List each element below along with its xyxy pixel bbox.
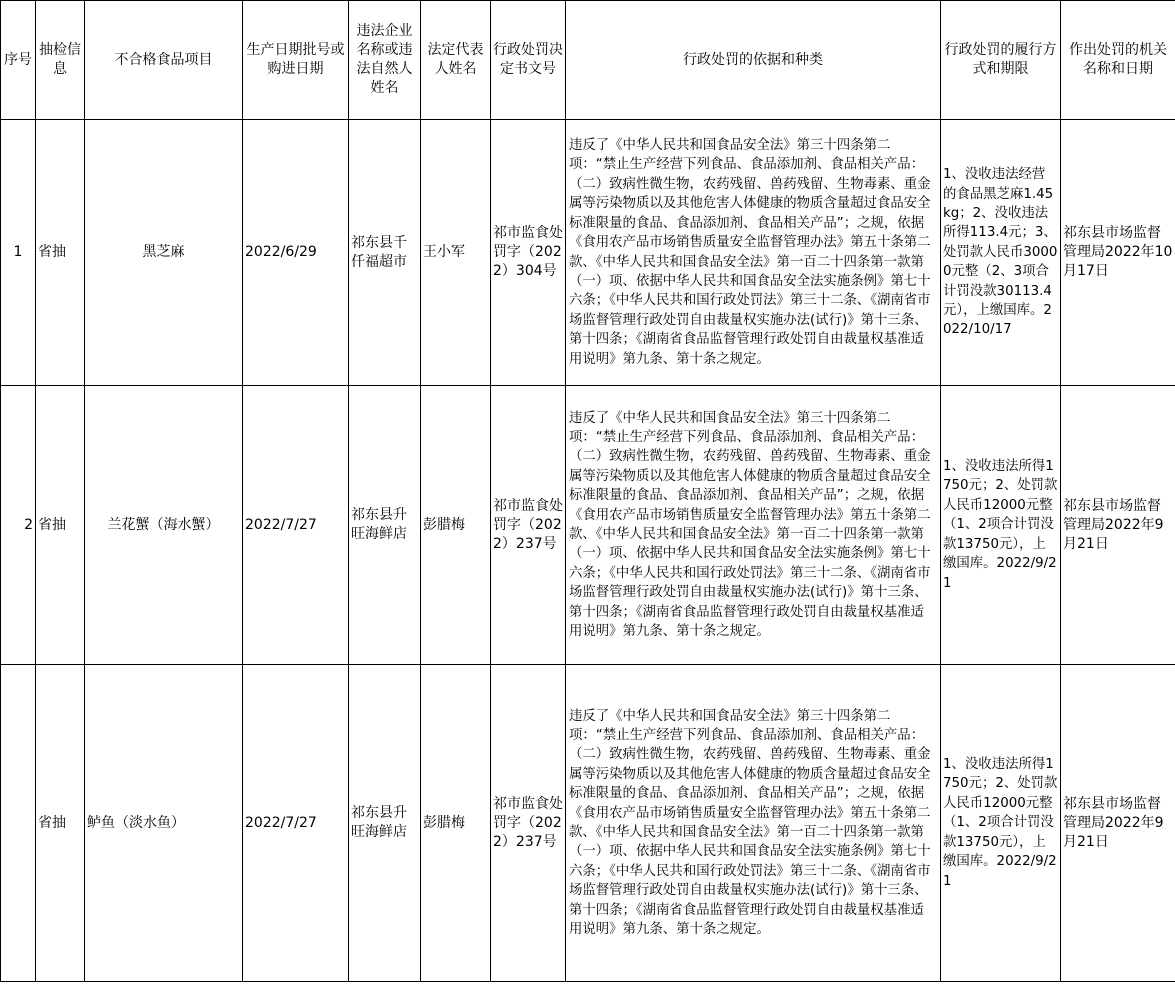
cell-item: 鲈鱼（淡水鱼）	[85, 665, 243, 982]
cell-date: 2022/7/27	[243, 386, 349, 665]
cell-authority: 祁东县市场监督管理局2022年9月21日	[1061, 665, 1175, 982]
cell-mode: 1、没收违法经营的食品黑芝麻1.45kg；2、没收违法所得113.4元；3、处罚款人民币30000元整（2、3项合计罚没款30113.4元），上缴国库。2022/10/17	[941, 120, 1061, 386]
cell-doc-no: 祁市监食处罚字（2022）237号	[491, 665, 566, 982]
cell-company: 祁东县升旺海鲜店	[349, 665, 421, 982]
table-row	[1, 386, 1175, 665]
cell-seq: 2	[1, 386, 36, 665]
cell-inspect: 省抽	[36, 386, 85, 665]
cell-seq	[1, 665, 36, 982]
cell-date: 2022/6/29	[243, 120, 349, 386]
cell-seq: 1	[1, 120, 36, 386]
header-rep: 法定代表人姓名	[421, 1, 491, 120]
cell-doc-no: 祁市监食处罚字（2022）237号	[491, 386, 566, 665]
table-row	[1, 120, 1175, 386]
cell-inspect: 省抽	[36, 120, 85, 386]
cell-rep: 王小军	[421, 120, 491, 386]
header-company: 违法企业名称或违法自然人姓名	[349, 1, 421, 120]
cell-date: 2022/7/27	[243, 665, 349, 982]
header-seq: 序号	[1, 1, 36, 120]
header-basis: 行政处罚的依据和种类	[566, 1, 941, 120]
cell-company: 祁东县千仟福超市	[349, 120, 421, 386]
cell-inspect: 省抽	[36, 665, 85, 982]
header-inspect: 抽检信息	[36, 1, 85, 120]
header-date: 生产日期批号或购进日期	[243, 1, 349, 120]
header-doc-no: 行政处罚决定书文号	[491, 1, 566, 120]
header-item: 不合格食品项目	[85, 1, 243, 120]
header-authority: 作出处罚的机关名称和日期	[1061, 1, 1175, 120]
cell-basis: 违反了《中华人民共和国食品安全法》第三十四条第二项：“禁止生产经营下列食品、食品添加剂、食品相关产品：（二）致病性微生物，农药残留、兽药残留、生物毒素、重金属等污染物质以及其他危害人体健康的物质含量超过食品安全标准限量的食品、食品添加剂、食品相关产品”；之规，依据《食用农产品市场销售质量安全监督管理办法》第五十条第二款、《中华人民共和国食品安全法》第一百二十四条第一款第（一）项、依据中华人民共和国食品安全法实施条例》第七十六条；《中华人民共和国行政处罚法》第三十二条、《湖南省市场监督管理行政处罚自由裁量权实施办法(试行)》第十三条、第十四条；《湖南省食品监督管理行政处罚自由裁量权基准适用说明》第九条、第十条之规定。	[566, 120, 941, 386]
cell-authority: 祁东县市场监督管理局2022年10月17日	[1061, 120, 1175, 386]
cell-authority: 祁东县市场监督管理局2022年9月21日	[1061, 386, 1175, 665]
table-header-row	[1, 1, 1175, 120]
cell-rep: 彭腊梅	[421, 386, 491, 665]
cell-basis: 违反了《中华人民共和国食品安全法》第三十四条第二项：“禁止生产经营下列食品、食品添加剂、食品相关产品：（二）致病性微生物，农药残留、兽药残留、生物毒素、重金属等污染物质以及其他危害人体健康的物质含量超过食品安全标准限量的食品、食品添加剂、食品相关产品”；之规，依据《食用农产品市场销售质量安全监督管理办法》第五十条第二款、《中华人民共和国食品安全法》第一百二十四条第一款第（一）项、依据中华人民共和国食品安全法实施条例》第七十六条；《中华人民共和国行政处罚法》第三十二条、《湖南省市场监督管理行政处罚自由裁量权实施办法(试行)》第十三条、第十四条；《湖南省食品监督管理行政处罚自由裁量权基准适用说明》第九条、第十条之规定。	[566, 386, 941, 665]
cell-basis: 违反了《中华人民共和国食品安全法》第三十四条第二项：“禁止生产经营下列食品、食品添加剂、食品相关产品：（二）致病性微生物，农药残留、兽药残留、生物毒素、重金属等污染物质以及其他危害人体健康的物质含量超过食品安全标准限量的食品、食品添加剂、食品相关产品”；之规，依据《食用农产品市场销售质量安全监督管理办法》第五十条第二款、《中华人民共和国食品安全法》第一百二十四条第一款第（一）项、依据中华人民共和国食品安全法实施条例》第七十六条；《中华人民共和国行政处罚法》第三十二条、《湖南省市场监督管理行政处罚自由裁量权实施办法(试行)》第十三条、第十四条；《湖南省食品监督管理行政处罚自由裁量权基准适用说明》第九条、第十条之规定。	[566, 665, 941, 982]
cell-rep: 彭腊梅	[421, 665, 491, 982]
cell-item: 黑芝麻	[85, 120, 243, 386]
table-row	[1, 665, 1175, 982]
cell-doc-no: 祁市监食处罚字（2022）304号	[491, 120, 566, 386]
header-mode: 行政处罚的履行方式和期限	[941, 1, 1061, 120]
cell-mode: 1、没收违法所得1750元；2、处罚款人民币12000元整（1、2项合计罚没款13750元），上缴国库。2022/9/21	[941, 386, 1061, 665]
cell-item: 兰花蟹（海水蟹）	[85, 386, 243, 665]
cell-company: 祁东县升旺海鲜店	[349, 386, 421, 665]
cell-mode: 1、没收违法所得1750元；2、处罚款人民币12000元整（1、2项合计罚没款13750元），上缴国库。2022/9/21	[941, 665, 1061, 982]
